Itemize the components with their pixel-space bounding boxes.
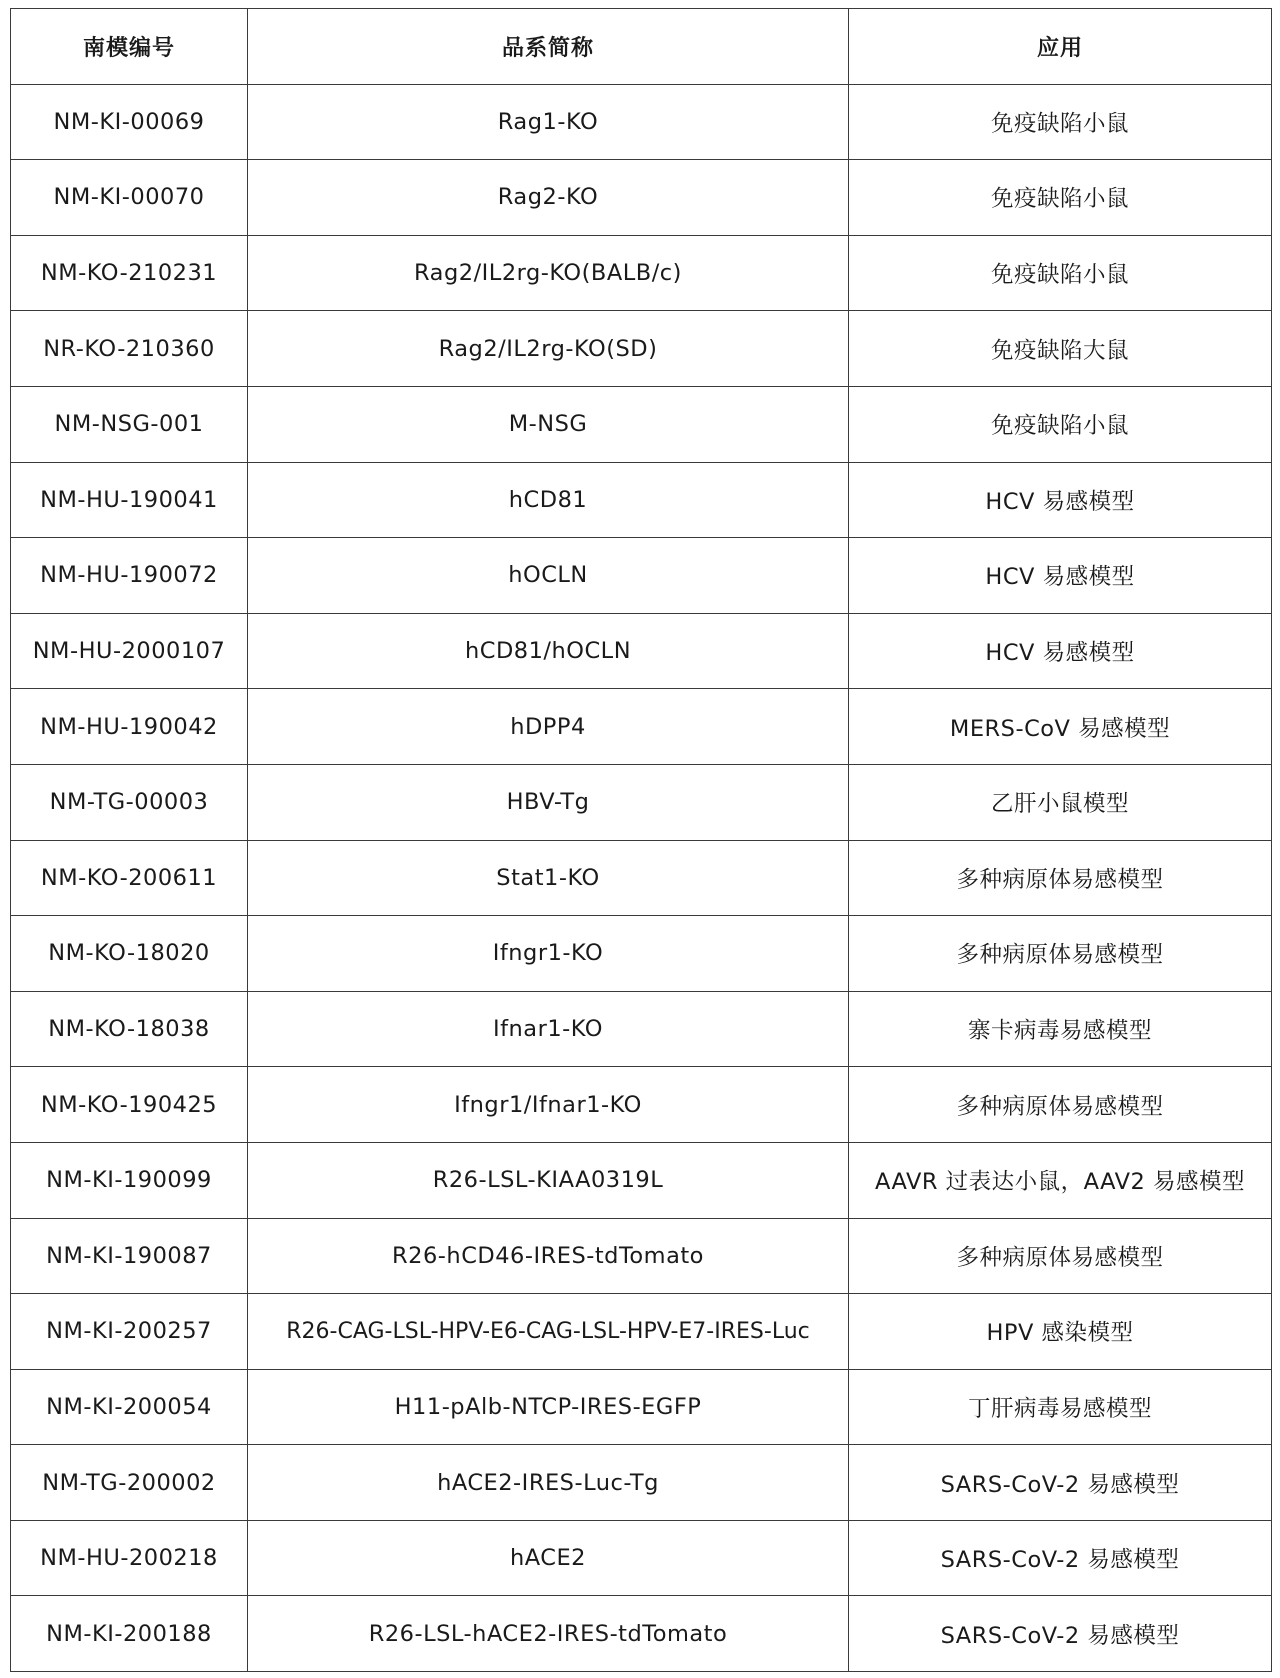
cell-strain: Ifngr1-KO xyxy=(248,916,849,992)
table-row xyxy=(11,235,1272,311)
cell-code: NM-KI-200188 xyxy=(11,1596,248,1672)
cell-strain: hACE2-IRES-Luc-Tg xyxy=(248,1445,849,1521)
cell-code: NM-HU-200218 xyxy=(11,1520,248,1596)
table-row xyxy=(11,84,1272,160)
table-row xyxy=(11,386,1272,462)
cell-strain: Rag2-KO xyxy=(248,160,849,236)
cell-code: NM-KI-190099 xyxy=(11,1142,248,1218)
cell-strain: hCD81/hOCLN xyxy=(248,613,849,689)
cell-code: NM-KI-190087 xyxy=(11,1218,248,1294)
cell-application: 寨卡病毒易感模型 xyxy=(849,991,1272,1067)
cell-application: 免疫缺陷小鼠 xyxy=(849,386,1272,462)
cell-application: HCV 易感模型 xyxy=(849,538,1272,614)
table-row xyxy=(11,764,1272,840)
strain-table-container xyxy=(10,8,1272,1672)
cell-application: 多种病原体易感模型 xyxy=(849,840,1272,916)
header-cell-code: 南模编号 xyxy=(11,9,248,85)
cell-strain: Stat1-KO xyxy=(248,840,849,916)
cell-strain: Rag2/IL2rg-KO(BALB/c) xyxy=(248,235,849,311)
cell-strain: Rag2/IL2rg-KO(SD) xyxy=(248,311,849,387)
cell-strain: hACE2 xyxy=(248,1520,849,1596)
cell-strain: M-NSG xyxy=(248,386,849,462)
cell-application: 免疫缺陷小鼠 xyxy=(849,235,1272,311)
table-row xyxy=(11,1142,1272,1218)
cell-strain: R26-LSL-KIAA0319L xyxy=(248,1142,849,1218)
table-row xyxy=(11,538,1272,614)
table-header-row xyxy=(11,9,1272,85)
table-row xyxy=(11,1520,1272,1596)
cell-application: HCV 易感模型 xyxy=(849,613,1272,689)
cell-code: NM-NSG-001 xyxy=(11,386,248,462)
cell-strain: hOCLN xyxy=(248,538,849,614)
cell-application: 丁肝病毒易感模型 xyxy=(849,1369,1272,1445)
cell-application: 乙肝小鼠模型 xyxy=(849,764,1272,840)
cell-code: NM-HU-190041 xyxy=(11,462,248,538)
cell-strain: Ifnar1-KO xyxy=(248,991,849,1067)
cell-strain: hDPP4 xyxy=(248,689,849,765)
cell-strain: R26-LSL-hACE2-IRES-tdTomato xyxy=(248,1596,849,1672)
cell-strain: R26-hCD46-IRES-tdTomato xyxy=(248,1218,849,1294)
cell-code: NM-TG-00003 xyxy=(11,764,248,840)
table-row xyxy=(11,916,1272,992)
table-row xyxy=(11,311,1272,387)
cell-strain: hCD81 xyxy=(248,462,849,538)
cell-application: MERS-CoV 易感模型 xyxy=(849,689,1272,765)
cell-strain: R26-CAG-LSL-HPV-E6-CAG-LSL-HPV-E7-IRES-Luc xyxy=(248,1294,849,1370)
cell-code: NM-KO-18038 xyxy=(11,991,248,1067)
cell-application: 多种病原体易感模型 xyxy=(849,1067,1272,1143)
cell-code: NM-KO-200611 xyxy=(11,840,248,916)
cell-code: NM-HU-190042 xyxy=(11,689,248,765)
cell-code: NM-HU-190072 xyxy=(11,538,248,614)
cell-application: SARS-CoV-2 易感模型 xyxy=(849,1445,1272,1521)
cell-code: NM-KO-210231 xyxy=(11,235,248,311)
table-row xyxy=(11,1369,1272,1445)
header-cell-strain: 品系简称 xyxy=(248,9,849,85)
table-row xyxy=(11,1596,1272,1672)
table-body xyxy=(11,84,1272,1671)
table-row xyxy=(11,1067,1272,1143)
cell-code: NR-KO-210360 xyxy=(11,311,248,387)
cell-code: NM-TG-200002 xyxy=(11,1445,248,1521)
cell-code: NM-KI-200054 xyxy=(11,1369,248,1445)
cell-application: HPV 感染模型 xyxy=(849,1294,1272,1370)
cell-strain: Rag1-KO xyxy=(248,84,849,160)
table-row xyxy=(11,1294,1272,1370)
cell-application: SARS-CoV-2 易感模型 xyxy=(849,1596,1272,1672)
table-row xyxy=(11,991,1272,1067)
cell-application: 免疫缺陷小鼠 xyxy=(849,160,1272,236)
cell-application: 免疫缺陷大鼠 xyxy=(849,311,1272,387)
cell-strain: Ifngr1/Ifnar1-KO xyxy=(248,1067,849,1143)
table-row xyxy=(11,462,1272,538)
table-row xyxy=(11,613,1272,689)
table-row xyxy=(11,160,1272,236)
strain-table xyxy=(10,8,1272,1672)
table-row xyxy=(11,1218,1272,1294)
cell-code: NM-KO-18020 xyxy=(11,916,248,992)
table-row xyxy=(11,1445,1272,1521)
cell-application: 免疫缺陷小鼠 xyxy=(849,84,1272,160)
cell-application: AAVR 过表达小鼠，AAV2 易感模型 xyxy=(849,1142,1272,1218)
cell-code: NM-KI-00069 xyxy=(11,84,248,160)
cell-code: NM-HU-2000107 xyxy=(11,613,248,689)
cell-application: HCV 易感模型 xyxy=(849,462,1272,538)
table-row xyxy=(11,840,1272,916)
cell-code: NM-KI-200257 xyxy=(11,1294,248,1370)
cell-code: NM-KI-00070 xyxy=(11,160,248,236)
cell-application: 多种病原体易感模型 xyxy=(849,916,1272,992)
cell-strain: H11-pAlb-NTCP-IRES-EGFP xyxy=(248,1369,849,1445)
cell-application: SARS-CoV-2 易感模型 xyxy=(849,1520,1272,1596)
header-cell-application: 应用 xyxy=(849,9,1272,85)
cell-strain: HBV-Tg xyxy=(248,764,849,840)
cell-application: 多种病原体易感模型 xyxy=(849,1218,1272,1294)
table-row xyxy=(11,689,1272,765)
cell-code: NM-KO-190425 xyxy=(11,1067,248,1143)
